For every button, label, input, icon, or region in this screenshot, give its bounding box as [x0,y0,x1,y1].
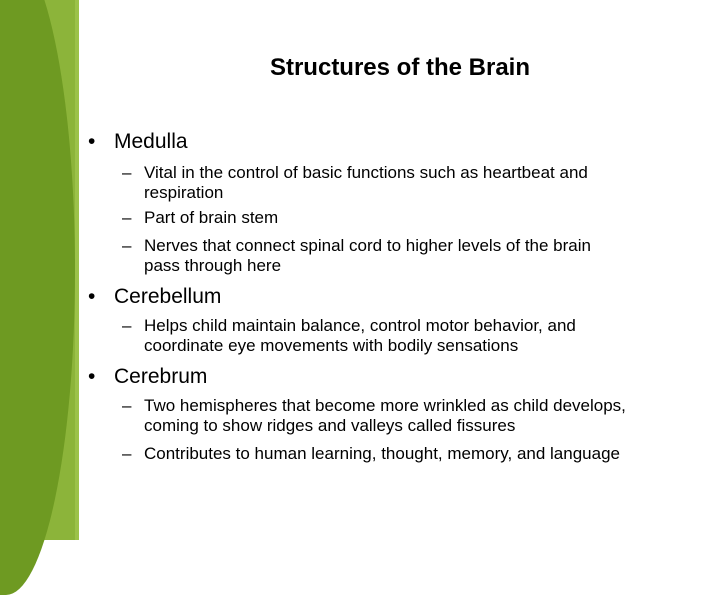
dash-icon: – [122,236,132,255]
dash-icon: – [122,208,132,227]
sub-item-line: Vital in the control of basic functions such as heartbeat and [144,163,588,182]
bullet-icon: • [88,285,96,308]
sub-item-line: pass through here [144,256,282,275]
sub-item-line: coming to show ridges and valleys called fissures [144,416,516,435]
dash-icon: – [122,396,132,415]
bullet-cerebellum [88,285,221,309]
dash-icon: – [122,444,132,463]
decorative-side-bar [0,0,79,540]
bullet-heading: Medulla [114,130,188,153]
bullet-icon: • [88,365,96,388]
sub-item-line: Part of brain stem [144,208,279,227]
sub-item [122,208,278,228]
dash-icon: – [122,163,132,182]
sub-item [122,236,591,276]
slide-title: Structures of the Brain [269,54,531,81]
sub-item-line: Helps child maintain balance, control motor behavior, and [144,316,576,335]
sub-item-line: Two hemispheres that become more wrinkled as child develops, [144,396,626,415]
dash-icon: – [122,316,132,335]
decorative-edge [75,0,79,540]
sub-item-line: coordinate eye movements with bodily sensations [144,336,519,355]
bullet-icon: • [88,130,96,153]
sub-item [122,316,576,356]
sub-item [122,396,626,436]
sub-item [122,163,588,203]
decorative-curve [0,0,75,595]
sub-item [122,444,620,464]
bullet-cerebrum [88,365,207,389]
sub-item-line: respiration [144,183,224,202]
sub-item-line: Contributes to human learning, thought, memory, and language [144,444,620,463]
bullet-heading: Cerebellum [114,285,222,308]
bullet-medulla [88,130,188,154]
bullet-heading: Cerebrum [114,365,208,388]
sub-item-line: Nerves that connect spinal cord to higher levels of the brain [144,236,591,255]
